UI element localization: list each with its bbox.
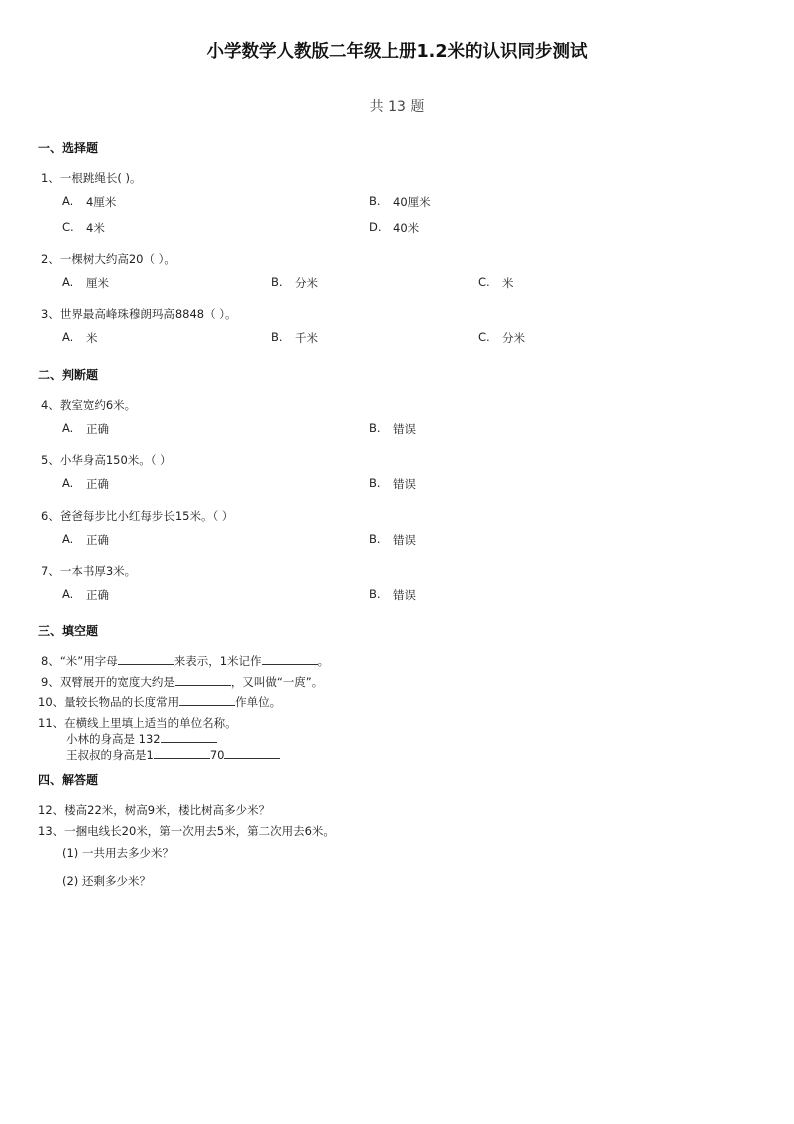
option-text: 正确	[86, 588, 109, 602]
option-label: B.	[369, 476, 381, 490]
question-1-text: 1、一根跳绳长( )。	[41, 171, 142, 185]
option-text: 错误	[393, 422, 416, 436]
option-text: 错误	[393, 477, 416, 491]
question-11-text: 11、在横线上里填上适当的单位名称。	[38, 716, 237, 730]
option-label: B.	[271, 330, 283, 344]
question-10-part: 作单位。	[235, 695, 282, 709]
option-label: B.	[369, 532, 381, 546]
option-label: B.	[369, 587, 381, 601]
option-text: 4米	[86, 221, 105, 235]
question-4-option-a[interactable]	[62, 421, 109, 437]
option-label: A.	[62, 587, 74, 601]
answer-blank[interactable]	[224, 748, 280, 759]
question-6-option-b[interactable]	[369, 532, 416, 548]
question-6-text: 6、爸爸每步比小红每步长15米。（ ）	[41, 509, 234, 523]
question-11-part: 王叔叔的身高是1	[66, 748, 154, 762]
question-1-option-c[interactable]	[62, 220, 105, 236]
answer-blank[interactable]	[154, 748, 210, 759]
question-2-option-b[interactable]	[271, 275, 318, 291]
question-11-part: 小林的身高是 132	[66, 732, 161, 746]
section-heading-fill: 三、填空题	[38, 624, 99, 638]
option-label: A.	[62, 476, 74, 490]
question-1-option-b[interactable]	[369, 194, 431, 210]
option-label: B.	[369, 194, 381, 208]
option-text: 正确	[86, 422, 109, 436]
question-8-part: 8、“米”用字母	[41, 654, 118, 668]
option-label: A.	[62, 275, 74, 289]
option-text: 正确	[86, 477, 109, 491]
question-11-line-2	[66, 747, 280, 763]
option-text: 错误	[393, 588, 416, 602]
answer-blank[interactable]	[175, 675, 231, 686]
answer-blank[interactable]	[161, 732, 217, 743]
option-text: 4厘米	[86, 195, 117, 209]
question-5-option-a[interactable]	[62, 476, 109, 492]
question-6-option-a[interactable]	[62, 532, 109, 548]
option-text: 40厘米	[393, 195, 431, 209]
question-8	[41, 653, 329, 669]
option-label: C.	[478, 275, 490, 289]
question-1-option-a[interactable]	[62, 194, 116, 210]
option-text: 厘米	[86, 276, 109, 290]
question-7-option-a[interactable]	[62, 587, 109, 603]
option-label: C.	[62, 220, 74, 234]
option-label: A.	[62, 421, 74, 435]
section-heading-solve: 四、解答题	[38, 773, 99, 787]
question-11-part: 70	[209, 748, 225, 762]
question-count: 共 13 题	[369, 99, 425, 115]
question-3-option-b[interactable]	[271, 330, 318, 346]
question-9-part: ，又叫做“一庹”。	[230, 675, 324, 689]
answer-blank[interactable]	[118, 654, 174, 665]
question-8-part: 来表示，1米记作	[173, 654, 262, 668]
question-9	[41, 674, 323, 690]
question-10	[38, 694, 281, 710]
question-13-sub-2: (2) 还剩多少米？	[62, 874, 151, 888]
option-label: A.	[62, 532, 74, 546]
option-label: D.	[369, 220, 382, 234]
question-9-part: 9、双臂展开的宽度大约是	[41, 675, 175, 689]
question-10-part: 10、量较长物品的长度常用	[38, 695, 180, 709]
option-label: B.	[271, 275, 283, 289]
option-label: A.	[62, 330, 74, 344]
question-7-option-b[interactable]	[369, 587, 416, 603]
option-text: 分米	[502, 331, 525, 345]
question-7-text: 7、一本书厚3米。	[41, 564, 137, 578]
option-text: 米	[86, 331, 98, 345]
question-13-sub-1: (1) 一共用去多少米？	[62, 846, 174, 860]
page-title: 小学数学人教版二年级上册1.2米的认识同步测试	[206, 42, 588, 62]
section-heading-judge: 二、判断题	[38, 368, 99, 382]
question-3-option-c[interactable]	[478, 330, 525, 346]
option-label: A.	[62, 194, 74, 208]
section-heading-choice: 一、选择题	[38, 141, 99, 155]
question-2-option-c[interactable]	[478, 275, 514, 291]
question-1-option-d[interactable]	[369, 220, 419, 236]
answer-blank[interactable]	[262, 654, 318, 665]
option-text: 千米	[295, 331, 318, 345]
question-12-text: 12、楼高22米，树高9米，楼比树高多少米？	[38, 803, 271, 817]
question-11-line-1	[66, 731, 217, 747]
option-text: 正确	[86, 533, 109, 547]
option-label: B.	[369, 421, 381, 435]
option-text: 米	[502, 276, 514, 290]
question-2-option-a[interactable]	[62, 275, 109, 291]
question-3-option-a[interactable]	[62, 330, 98, 346]
option-text: 错误	[393, 533, 416, 547]
option-text: 40米	[393, 221, 420, 235]
question-5-option-b[interactable]	[369, 476, 416, 492]
option-text: 分米	[295, 276, 318, 290]
question-4-text: 4、教室宽约6米。	[41, 398, 137, 412]
question-13-text: 13、一捆电线长20米，第一次用去5米，第二次用去6米。	[38, 824, 335, 838]
question-3-text: 3、世界最高峰珠穆朗玛高8848（ ）。	[41, 307, 237, 321]
question-8-part: 。	[317, 654, 330, 668]
question-5-text: 5、小华身高150米。（ ）	[41, 453, 172, 467]
answer-blank[interactable]	[179, 695, 235, 706]
question-2-text: 2、一棵树大约高20（ ）。	[41, 252, 176, 266]
question-4-option-b[interactable]	[369, 421, 416, 437]
option-label: C.	[478, 330, 490, 344]
